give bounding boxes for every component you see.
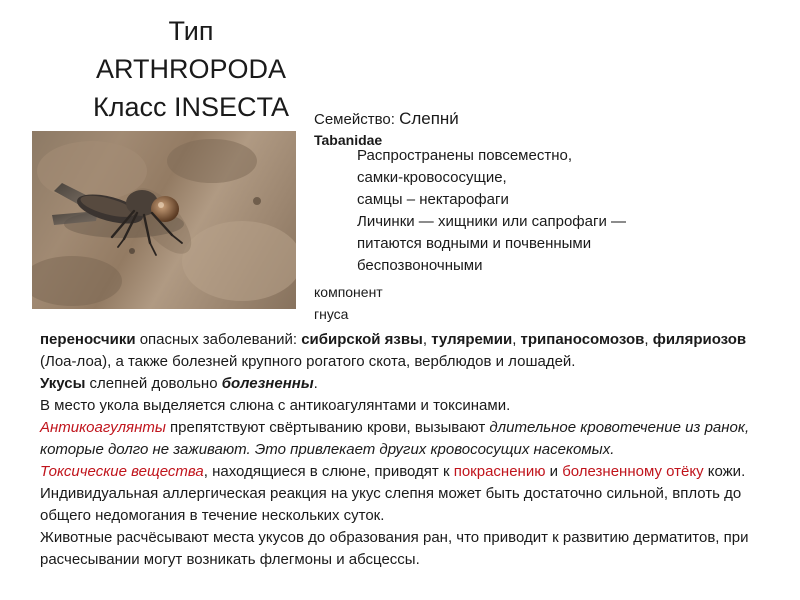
text-run: препятствуют свёртыванию крови, вызывают xyxy=(165,419,490,436)
distribution-line: самцы – нектарофаги xyxy=(357,191,509,208)
text-run: . xyxy=(313,375,318,392)
family-block xyxy=(314,108,459,149)
keyword: трипаносомозов xyxy=(520,331,645,348)
horsefly-photo xyxy=(32,131,296,309)
text-run: длительное кровотечение из ранок, которые долго не заживают. Это привлекает других кровососущих насекомых. xyxy=(40,419,750,458)
gnus-line: гнуса xyxy=(314,306,349,322)
text-run: , xyxy=(512,331,521,348)
gnus-note xyxy=(314,281,383,325)
paragraph-dermatitis: Животные расчёсывают места укусов до образования ран, что приводит к развитию дерматитов, при расчесывании могут возникать флегмоны и абсцессы. xyxy=(40,529,749,568)
main-text xyxy=(40,329,780,571)
distribution-line: беспозвоночными xyxy=(357,257,483,274)
family-latin-name: Tabanidae xyxy=(314,132,383,148)
distribution-line: питаются водными и почвенными xyxy=(357,235,592,252)
text-run: , xyxy=(644,331,653,348)
paragraph-vectors xyxy=(40,329,780,373)
paragraph-anticoagulants xyxy=(40,417,780,461)
family-label: Семейство: xyxy=(314,111,400,128)
distribution-line: самки-кровососущие, xyxy=(357,169,507,186)
title-class: Класс INSECTA xyxy=(92,92,289,122)
highlight: Антикоагулянты xyxy=(40,419,166,436)
highlight: Токсические вещества xyxy=(40,463,204,480)
keyword: туляремии xyxy=(431,331,513,348)
text-run: опасных заболеваний: xyxy=(135,331,302,348)
paragraph-toxins xyxy=(40,461,780,527)
distribution-line: Личинки — хищники или сапрофаги — xyxy=(357,213,626,230)
title-phylum: ARTHROPODA xyxy=(95,54,287,84)
gnus-line: компонент xyxy=(314,284,383,300)
keyword: сибирской язвы xyxy=(301,331,423,348)
text-run: и xyxy=(545,463,563,480)
title-type: Тип xyxy=(168,16,214,46)
text-run: слепней довольно xyxy=(85,375,222,392)
distribution-line: Распространены повсеместно, xyxy=(357,147,572,164)
text-run: , xyxy=(422,331,432,348)
keyword: филяриозов xyxy=(652,331,747,348)
keyword: переносчики xyxy=(40,331,136,348)
text-run: кожи. Индивидуальная аллергическая реакция на укус слепня может быть достаточно сильной, вплоть до общего недомогания в течение нескольких суток. xyxy=(40,463,746,524)
keyword: Укусы xyxy=(40,375,86,392)
highlight: болезненному отёку xyxy=(562,463,704,480)
text-run: (Лоа-лоа), а также болезней крупного рогатого скота, верблюдов и лошадей. xyxy=(40,353,576,370)
distribution-text xyxy=(357,145,687,277)
slide-title xyxy=(80,12,302,126)
paragraph-bites xyxy=(40,373,780,395)
keyword: болезненны xyxy=(221,375,314,392)
highlight: покраснению xyxy=(453,463,546,480)
family-name: Слепни́ xyxy=(399,109,459,128)
horsefly-illustration xyxy=(32,131,296,309)
paragraph-saliva: В место укола выделяется слюна с антикоагулянтами и токсинами. xyxy=(40,397,511,414)
text-run: , находящиеся в слюне, приводят к xyxy=(203,463,454,480)
